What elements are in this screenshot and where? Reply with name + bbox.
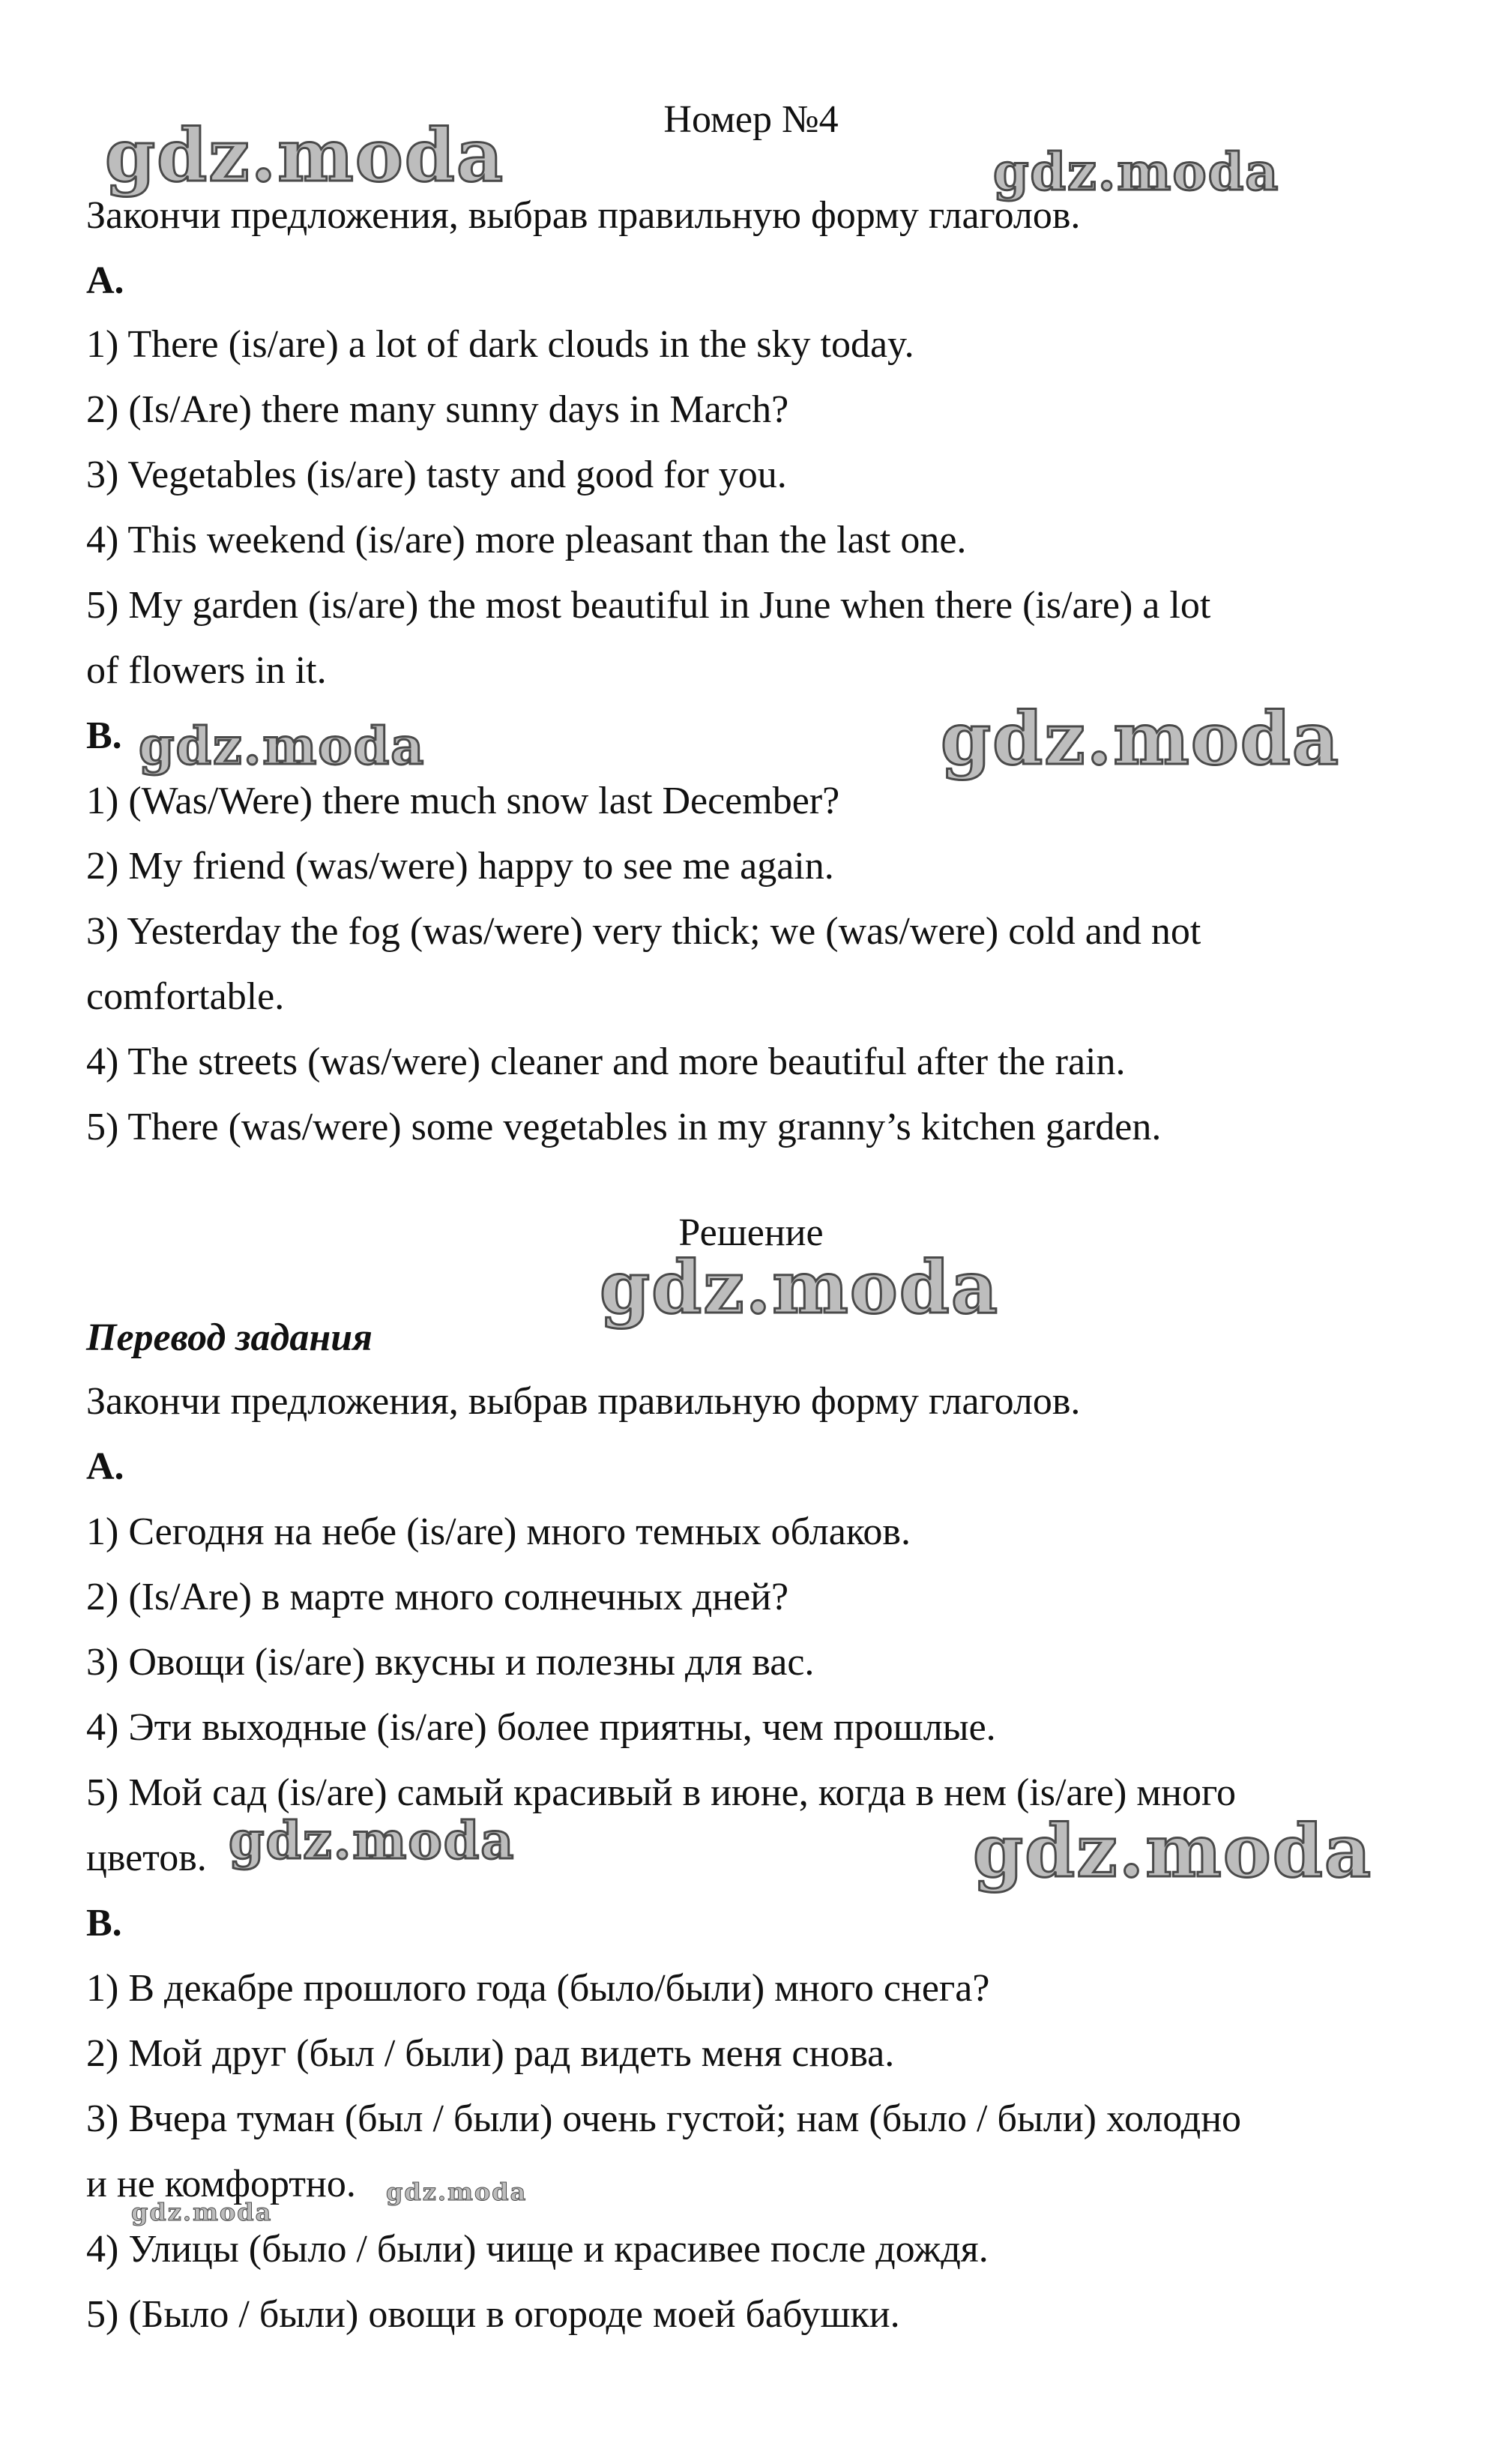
- task-a-item-5: 5) My garden (is/are) the most beautiful in June when there (is/are) a lot: [86, 584, 1211, 627]
- watermark: gdz.moda: [131, 2198, 273, 2226]
- translation-heading: Перевод задания: [86, 1316, 373, 1359]
- solution-b-item-1: 1) В декабре прошлого года (было/были) много снега?: [86, 1967, 990, 2010]
- solution-title: Решение: [678, 1211, 824, 1254]
- task-b-item-3: 3) Yesterday the fog (was/were) very thick; we (was/were) cold and not: [86, 910, 1201, 953]
- watermark: gdz.moda: [139, 717, 426, 777]
- watermark: gdz.moda: [386, 2178, 528, 2206]
- section-a-label: A.: [86, 259, 124, 302]
- solution-a-item-5: 5) Мой сад (is/are) самый красивый в июне, когда в нем (is/are) много: [86, 1771, 1237, 1814]
- watermark: gdz.moda: [941, 696, 1341, 781]
- solution-a-item-3: 3) Овощи (is/are) вкусны и полезны для вас.: [86, 1641, 815, 1684]
- task-instruction: Закончи предложения, выбрав правильную форму глаголов.: [86, 194, 1081, 237]
- solution-instruction: Закончи предложения, выбрав правильную форму глаголов.: [86, 1380, 1081, 1423]
- watermark: gdz.moda: [105, 113, 505, 198]
- watermark: gdz.moda: [229, 1811, 516, 1871]
- task-b-item-1: 1) (Was/Were) there much snow last December?: [86, 780, 840, 822]
- task-a-item-2: 2) (Is/Are) there many sunny days in March?: [86, 388, 789, 431]
- page-number-title: Номер №4: [663, 98, 839, 141]
- watermark: gdz.moda: [600, 1245, 1000, 1330]
- task-b-item-4: 4) The streets (was/were) cleaner and more beautiful after the rain.: [86, 1040, 1126, 1083]
- solution-b-item-3: 3) Вчера туман (был / были) очень густой; нам (было / были) холодно: [86, 2097, 1242, 2140]
- solution-section-a-label: A.: [86, 1445, 124, 1488]
- watermark: gdz.moda: [973, 1809, 1373, 1894]
- solution-b-item-4: 4) Улицы (было / были) чище и красивее после дождя.: [86, 2228, 989, 2271]
- watermark: gdz.moda: [993, 142, 1280, 202]
- task-b-item-2: 2) My friend (was/were) happy to see me again.: [86, 845, 834, 888]
- task-a-item-1: 1) There (is/are) a lot of dark clouds in the sky today.: [86, 323, 914, 366]
- task-b-item-5: 5) There (was/were) some vegetables in my granny’s kitchen garden.: [86, 1106, 1162, 1148]
- solution-section-b-label: B.: [86, 1902, 122, 1945]
- solution-a-item-1: 1) Сегодня на небе (is/are) много темных облаков.: [86, 1510, 911, 1553]
- solution-a-item-4: 4) Эти выходные (is/are) более приятны, чем прошлые.: [86, 1706, 996, 1749]
- section-b-label: B.: [86, 714, 122, 757]
- task-a-item-5-cont: of flowers in it.: [86, 649, 327, 692]
- task-a-item-4: 4) This weekend (is/are) more pleasant than the last one.: [86, 519, 967, 561]
- solution-b-item-2: 2) Мой друг (был / были) рад видеть меня снова.: [86, 2032, 895, 2075]
- task-b-item-3-cont: comfortable.: [86, 975, 285, 1018]
- solution-b-item-5: 5) (Было / были) овощи в огороде моей бабушки.: [86, 2293, 900, 2336]
- solution-a-item-5-cont: цветов.: [86, 1837, 207, 1879]
- solution-a-item-2: 2) (Is/Are) в марте много солнечных дней?: [86, 1576, 789, 1618]
- task-a-item-3: 3) Vegetables (is/are) tasty and good for you.: [86, 454, 787, 496]
- solution-b-item-3-cont: и не комфортно.: [86, 2163, 356, 2205]
